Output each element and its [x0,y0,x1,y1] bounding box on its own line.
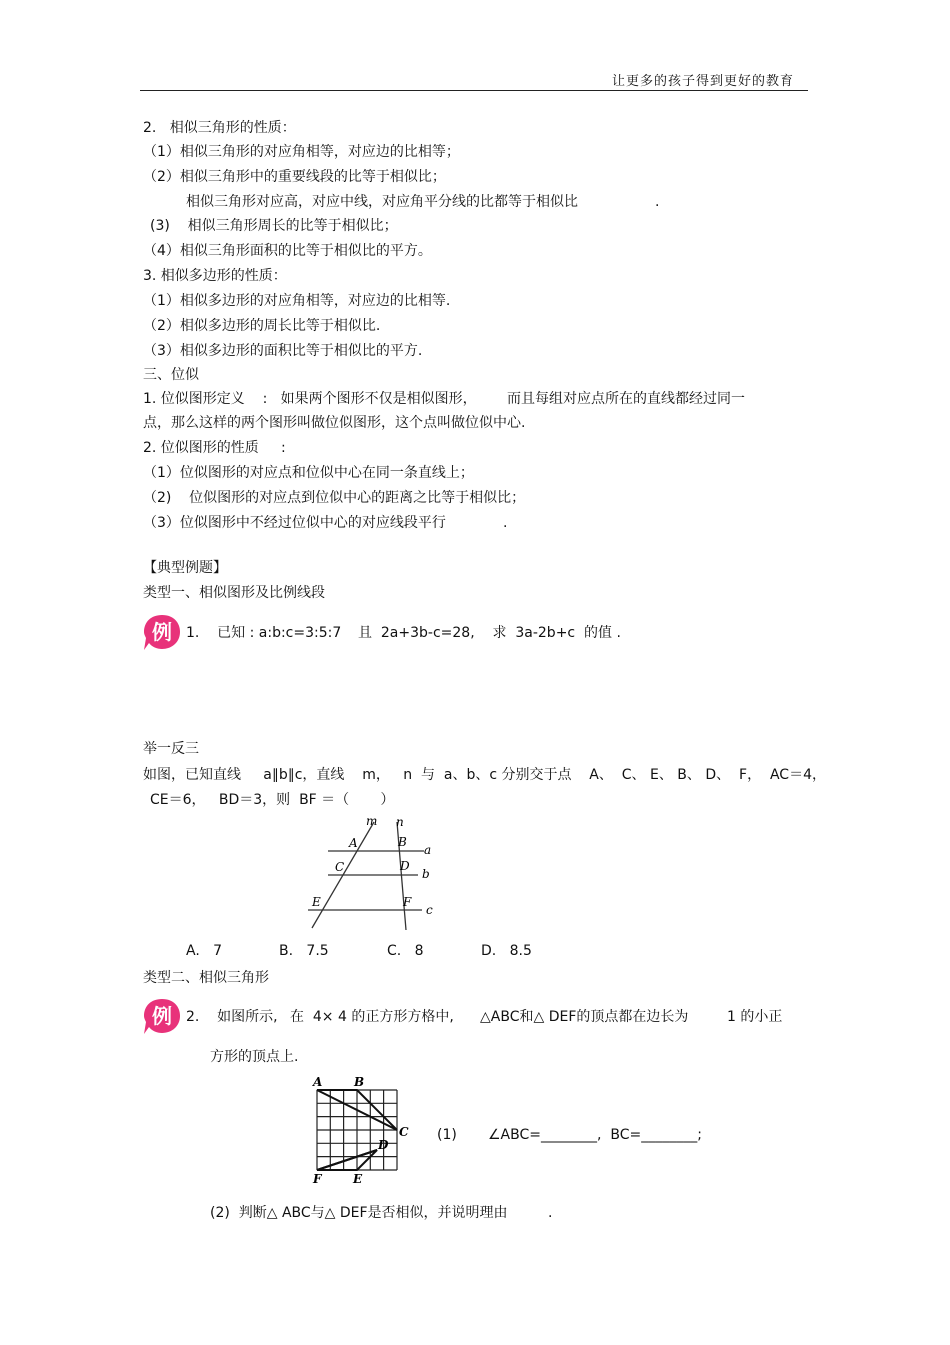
section2-item-4: （4）相似三角形面积的比等于相似比的平方。 [143,243,432,259]
section3-title: 3. 相似多边形的性质： [143,268,287,284]
label-c: c [426,903,433,917]
choice-d: D. 8.5 [481,943,532,959]
label-F: F [403,895,412,909]
grid-label-F: F [313,1172,322,1186]
juyi-title: 举一反三 [143,741,199,757]
header-slogan: 让更多的孩子得到更好的教育 [612,74,795,89]
choice-a: A. 7 [186,943,223,959]
q2-dot: . [548,1205,553,1221]
label-a: a [424,843,432,857]
type1-title: 类型一、相似图形及比例线段 [143,585,325,601]
section2-item-3: (3) 相似三角形周长的比等于相似比； [150,218,398,234]
practice-question-line2: CE＝6， BD＝3，则 BF ＝（ ） [150,792,395,808]
label-E: E [312,895,321,909]
label-A: A [349,836,358,850]
practice-question-line1: 如图，已知直线 a∥b∥c，直线 m， n 与 a、b、c 分别交于点 A、 C、 E、 B、 D、 F， AC＝4， [143,767,826,783]
section2-item-1: （1）相似三角形的对应角相等，对应边的比相等； [143,144,460,160]
label-m: m [366,814,378,828]
ex1-text-a: 1. 已知 : a:b:c=3:5:7 [186,625,342,641]
ex2-line1-d: 1 的小正 [727,1009,783,1025]
label-C: C [335,860,345,874]
ex2-line1-a: 2. 如图所示, [186,1009,278,1025]
part3-def-b: 而且每组对应点所在的直线都经过同一 [507,391,745,407]
ex2-line1-b: 在 4× 4 的正方形方格中, [290,1009,454,1025]
type2-title: 类型二、相似三角形 [143,970,269,986]
grid-lines [317,1090,397,1170]
label-n: n [396,815,404,829]
q1-text: ∠ABC=________, BC=________; [488,1127,702,1143]
grid-label-C: C [399,1125,409,1139]
section3-item-3: （3）相似多边形的面积比等于相似比的平方. [143,343,423,359]
example-badge-1-label: 例 [152,620,172,644]
part3-prop-1: （1）位似图形的对应点和位似中心在同一条直线上； [143,465,474,481]
section2-item-2: （2）相似三角形中的重要线段的比等于相似比； [143,169,446,185]
section3-item-1: （1）相似多边形的对应角相等，对应边的比相等. [143,293,451,309]
grid-label-A: A [313,1075,323,1089]
part3-trail-dot: . [503,515,508,531]
section3-item-2: （2）相似多边形的周长比等于相似比. [143,318,381,334]
part3-def-c: 点，那么这样的两个图形叫做位似图形，这个点叫做位似中心. [143,415,526,431]
ex1-text-b: 且 2a+3b-c=28, 求 3a-2b+c 的值 . [358,625,621,641]
choice-c: C. 8 [387,943,424,959]
q1-number: (1) [437,1127,457,1143]
parallel-lines-figure [300,810,450,935]
part3-title: 三、位似 [143,367,199,383]
part3-prop-3: （3）位似图形中不经过位似中心的对应线段平行 [143,515,446,531]
label-D: D [400,859,410,873]
example-badge-2-label: 例 [152,1004,172,1028]
part3-def-a: 1. 位似图形定义 : 如果两个图形不仅是相似图形， [143,391,477,407]
header-divider [140,90,808,91]
choice-b: B. 7.5 [279,943,329,959]
grid-label-B: B [354,1075,365,1089]
example-badge-2 [142,996,182,1036]
q2-text: (2) 判断△ ABC与△ DEF是否相似，并说明理由 [210,1205,508,1221]
section2-title: 2. 相似三角形的性质： [143,120,296,136]
grid-label-D: D [378,1138,389,1152]
ex2-line2: 方形的顶点上. [210,1049,299,1065]
grid-figure [305,1070,420,1190]
examples-heading: 【典型例题】 [143,560,227,576]
section2-item-2-detail: 相似三角形对应高，对应中线，对应角平分线的比都等于相似比 [186,194,578,210]
section2-trail-dot: . [655,194,660,210]
label-b: b [422,867,430,881]
label-B: B [398,835,407,849]
part3-prop-title: 2. 位似图形的性质 : [143,440,286,456]
ex2-line1-c: △ABC和△ DEF的顶点都在边长为 [480,1009,689,1025]
grid-label-E: E [353,1172,363,1186]
part3-prop-2: （2) 位似图形的对应点到位似中心的距离之比等于相似比； [143,490,526,506]
example-badge-1 [142,612,182,652]
